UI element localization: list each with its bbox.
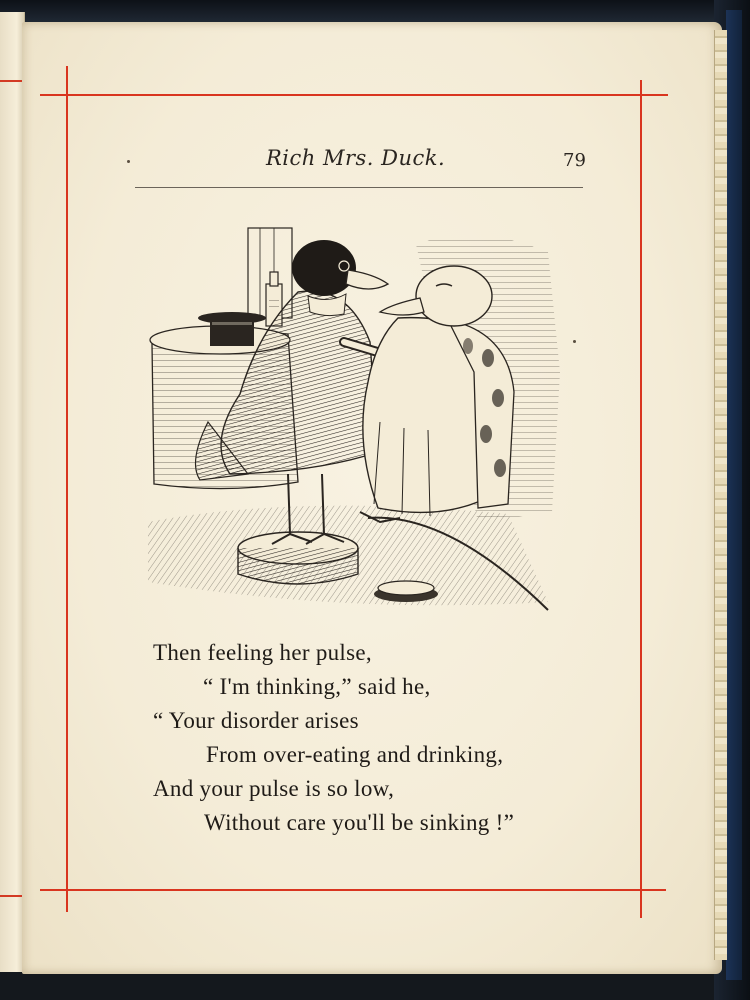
paper-speck (573, 340, 576, 343)
border-rule-left (66, 66, 68, 912)
verse-line: From over-eating and drinking, (206, 742, 504, 767)
running-head (0, 146, 750, 180)
border-rule-bottom (40, 889, 666, 891)
duck-doctor-feeling-pulse-of-mrs-duck-icon (148, 222, 568, 614)
verse-line: Without care you'll be sinking !” (204, 810, 515, 835)
facing-page-rule (0, 895, 24, 897)
verse-line: And your pulse is so low, (153, 776, 395, 801)
paper-speck (127, 160, 130, 163)
border-rule-right (640, 80, 642, 918)
border-rule-top (40, 94, 668, 96)
head-rule (135, 187, 583, 188)
verse-line: “ I'm thinking,” said he, (203, 674, 431, 699)
book-cover-top-edge (0, 0, 750, 22)
facing-page-rule (0, 80, 24, 82)
page-number: 79 (563, 150, 586, 171)
verse-line: Then feeling her pulse, (153, 640, 372, 665)
page-title: Rich Mrs. Duck. (266, 146, 446, 170)
verse-line: “ Your disorder arises (153, 708, 359, 733)
